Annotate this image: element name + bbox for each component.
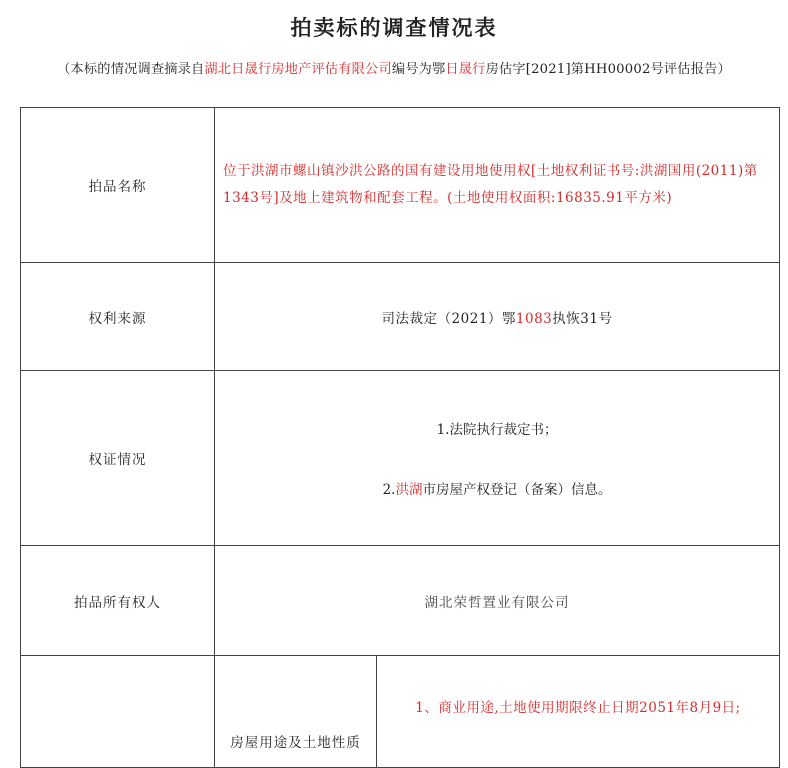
- note-part3: 房估字[2021]第HH00002号评估报告）: [485, 62, 731, 77]
- item-name-value: 位于洪湖市螺山镇沙洪公路的国有建设用地使用权[土地权利证书号:洪湖国用(2011)第1343号]及地上建筑物和配套工程。(土地使用权面积:16835.91平方米): [215, 108, 780, 263]
- certificate-value: [215, 371, 780, 546]
- item-name-label: 拍品名称: [21, 108, 215, 263]
- table-row-item-name: [21, 108, 780, 263]
- table-row-rights-source: [21, 263, 780, 371]
- cert-line2-suffix: 市房屋产权登记（备案）信息。: [422, 482, 612, 498]
- table-row-owner: [21, 546, 780, 656]
- rights-source-suffix: 执恢31号: [552, 310, 613, 327]
- survey-table: [20, 107, 780, 768]
- certificate-label: 权证情况: [21, 371, 215, 546]
- cert-line2-city: 洪湖: [395, 482, 423, 498]
- note-part1: （本标的情况调查摘录自: [57, 62, 205, 77]
- rights-source-prefix: 司法裁定（2021）鄂: [381, 310, 516, 327]
- page-title: 拍卖标的调查情况表: [290, 15, 498, 40]
- note-part2: 编号为鄂: [391, 62, 446, 77]
- report-prefix: 日晟行: [445, 62, 486, 77]
- usage-value: 1、商业用途,土地使用期限终止日期2051年8月9日;: [377, 656, 780, 768]
- certificate-line-1: 1.法院执行裁定书；: [436, 422, 558, 438]
- usage-label: 房屋用途及土地性质: [215, 656, 377, 768]
- certificate-line-2: [215, 478, 779, 498]
- report-source-note: [0, 58, 788, 77]
- owner-label: 拍品所有权人: [21, 546, 215, 656]
- appraisal-company: 湖北日晟行房地产评估有限公司: [204, 62, 392, 77]
- rights-source-label: 权利来源: [21, 263, 215, 371]
- cert-line2-prefix: 2.: [382, 482, 396, 498]
- table-row-certificate: [21, 371, 780, 546]
- owner-value: 湖北荣哲置业有限公司: [215, 546, 780, 656]
- rights-source-number: 1083: [515, 310, 553, 327]
- rights-source-value: [215, 263, 780, 371]
